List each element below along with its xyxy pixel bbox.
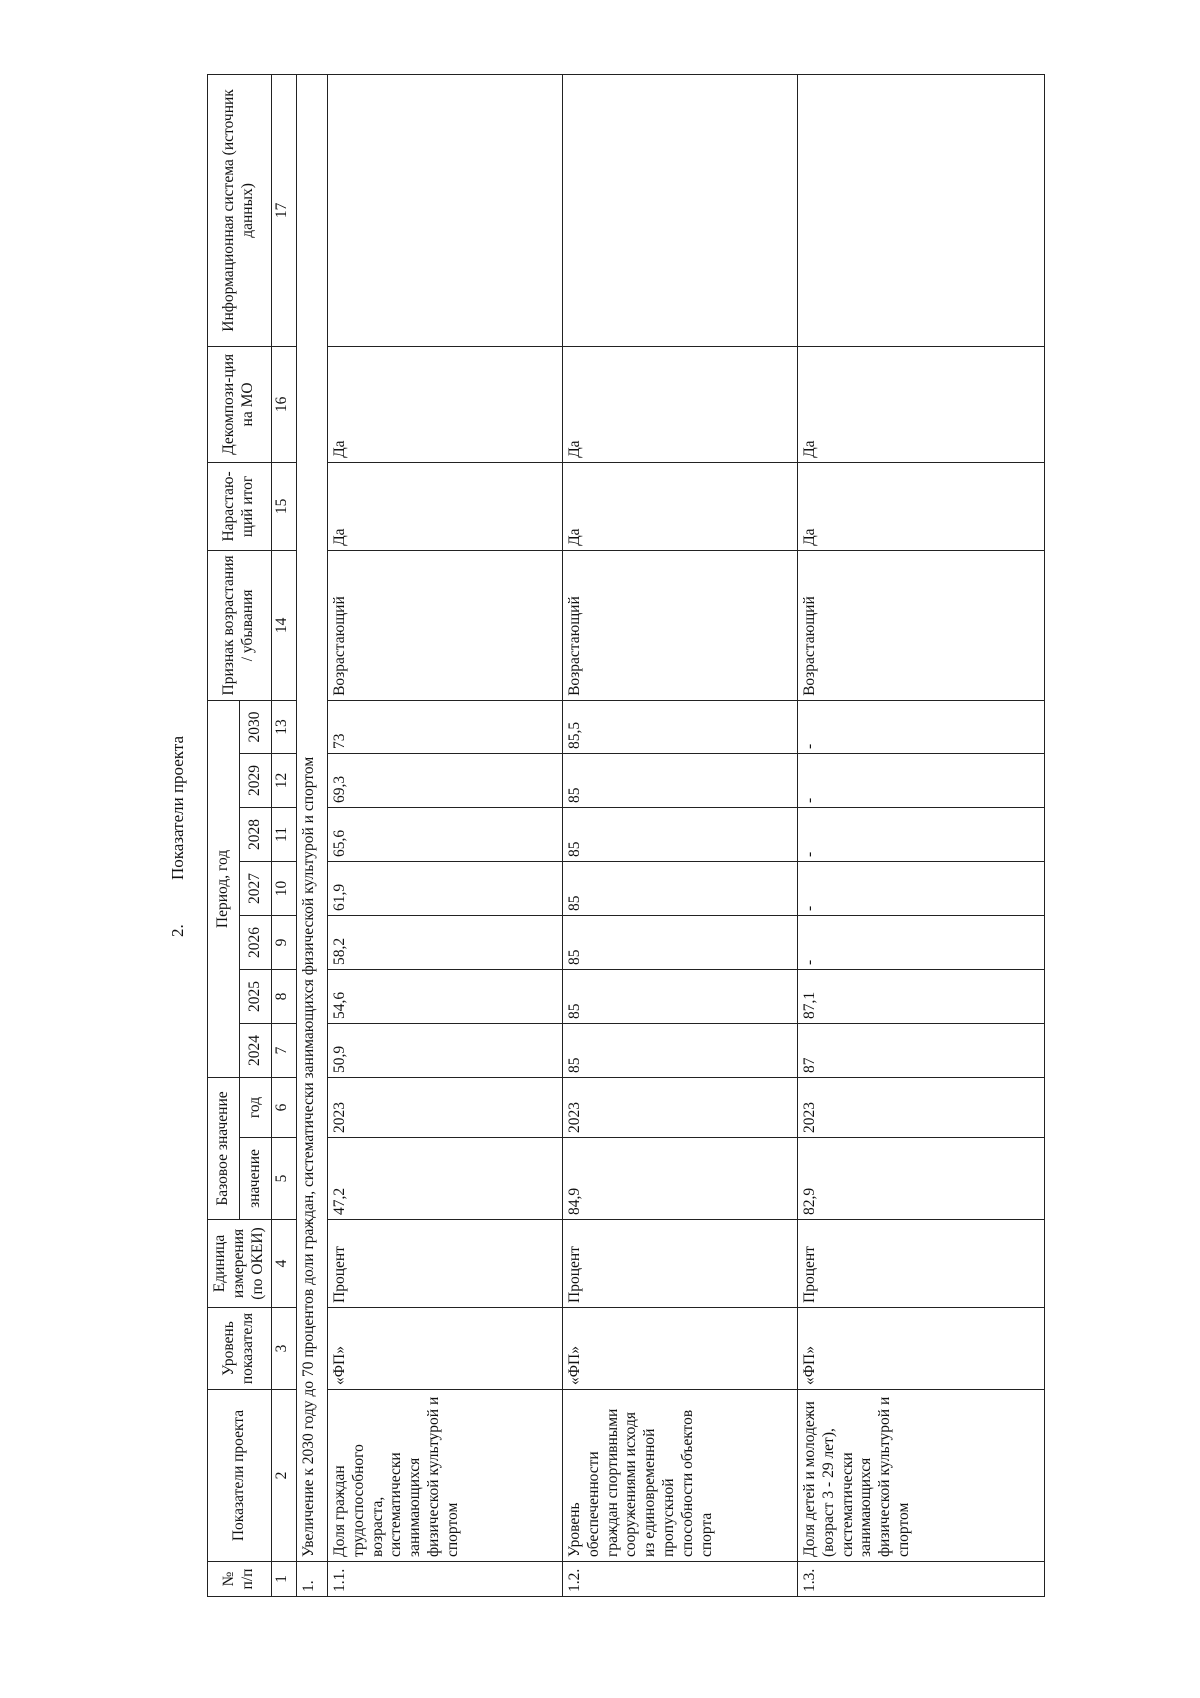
base-year: 2023 [797,1077,1044,1137]
trend: Возрастающий [562,550,797,700]
section-number: 1. [296,1562,327,1597]
header-unit: Единица измерения (по ОКЕИ) [208,1220,272,1308]
column-number: 17 [271,74,296,346]
trend: Возрастающий [327,550,562,700]
page-heading [168,736,188,937]
section-title: Увеличение к 2030 году до 70 процентов доли граждан, систематически занимающихся физической культурой и спортом [296,74,327,1561]
cumulative: Да [797,462,1044,550]
indicator-level: «ФП» [797,1308,1044,1390]
row-number: 1.3. [797,1562,1044,1597]
column-number: 13 [271,700,296,753]
header-base-year: год [239,1077,271,1137]
table-row [562,74,797,1596]
heading-title: Показатели проекта [168,735,187,880]
indicator-level: «ФП» [327,1308,562,1390]
column-number: 11 [271,807,296,861]
column-number: 4 [271,1220,296,1308]
table-row [797,74,1044,1596]
base-year: 2023 [327,1077,562,1137]
column-number: 10 [271,861,296,915]
row-number: 1.1. [327,1562,562,1597]
header-base: Базовое значение [208,1077,240,1219]
column-number: 2 [271,1390,296,1562]
heading-number: 2. [168,924,187,937]
year-value: 58,2 [327,915,562,969]
year-value: 65,6 [327,807,562,861]
row-number: 1.2. [562,1562,797,1597]
header-level: Уровень показателя [208,1308,272,1390]
info-system [327,74,562,346]
header-num: № п/п [208,1562,272,1597]
indicators-table [207,74,1045,1597]
year-value: 73 [327,700,562,753]
indicator-name: Уровень обеспеченности граждан спортивными сооружениями исходя из единовременной пропускной способности объектов спорта [562,1390,797,1562]
column-number: 5 [271,1138,296,1220]
column-number: 12 [271,753,296,807]
column-number: 6 [271,1077,296,1137]
year-value: - [797,807,1044,861]
decomposition: Да [327,346,562,462]
indicator-level: «ФП» [562,1308,797,1390]
column-number: 16 [271,346,296,462]
info-system [562,74,797,346]
year-value: 85 [562,969,797,1023]
indicator-unit: Процент [327,1220,562,1308]
column-number: 9 [271,915,296,969]
header-period: Период, год [208,700,240,1077]
column-number: 3 [271,1308,296,1390]
header-base-value: значение [239,1138,271,1220]
column-number-row [271,74,296,1596]
header-year: 2030 [239,700,271,753]
year-value: - [797,861,1044,915]
year-value: - [797,753,1044,807]
year-value: 85 [562,1023,797,1077]
header-year: 2028 [239,807,271,861]
indicator-unit: Процент [562,1220,797,1308]
header-year: 2026 [239,915,271,969]
column-number: 8 [271,969,296,1023]
year-value: 69,3 [327,753,562,807]
column-number: 14 [271,550,296,700]
base-value: 47,2 [327,1138,562,1220]
info-system [797,74,1044,346]
header-decomposition: Декомпози-ция на МО [208,346,272,462]
column-number: 1 [271,1562,296,1597]
year-value: 87 [797,1023,1044,1077]
cumulative: Да [327,462,562,550]
indicator-unit: Процент [797,1220,1044,1308]
header-year: 2025 [239,969,271,1023]
header-year: 2027 [239,861,271,915]
header-row [208,74,240,1596]
year-value: - [797,915,1044,969]
header-year: 2024 [239,1023,271,1077]
header-trend: Признак возрастания / убывания [208,550,272,700]
decomposition: Да [562,346,797,462]
header-year: 2029 [239,753,271,807]
year-value: - [797,700,1044,753]
indicator-name: Доля детей и молодежи (возраст 3 - 29 лет), систематически занимающихся физической культурой и спортом [797,1390,1044,1562]
year-value: 85 [562,807,797,861]
header-indicator: Показатели проекта [208,1390,272,1562]
table-row [327,74,562,1596]
year-value: 85,5 [562,700,797,753]
base-value: 82,9 [797,1138,1044,1220]
rotated-landscape-page [130,0,1130,1597]
column-number: 7 [271,1023,296,1077]
year-value: 85 [562,861,797,915]
trend: Возрастающий [797,550,1044,700]
year-value: 87,1 [797,969,1044,1023]
base-year: 2023 [562,1077,797,1137]
year-value: 85 [562,753,797,807]
header-info-system: Информационная система (источник данных) [208,74,272,346]
indicator-name: Доля граждан трудоспособного возраста, систематически занимающихся физической культурой и спортом [327,1390,562,1562]
cumulative: Да [562,462,797,550]
header-cumulative: Нарастаю-щий итог [208,462,272,550]
year-value: 61,9 [327,861,562,915]
section-row [296,74,327,1596]
year-value: 50,9 [327,1023,562,1077]
column-number: 15 [271,462,296,550]
decomposition: Да [797,346,1044,462]
base-value: 84,9 [562,1138,797,1220]
year-value: 54,6 [327,969,562,1023]
year-value: 85 [562,915,797,969]
